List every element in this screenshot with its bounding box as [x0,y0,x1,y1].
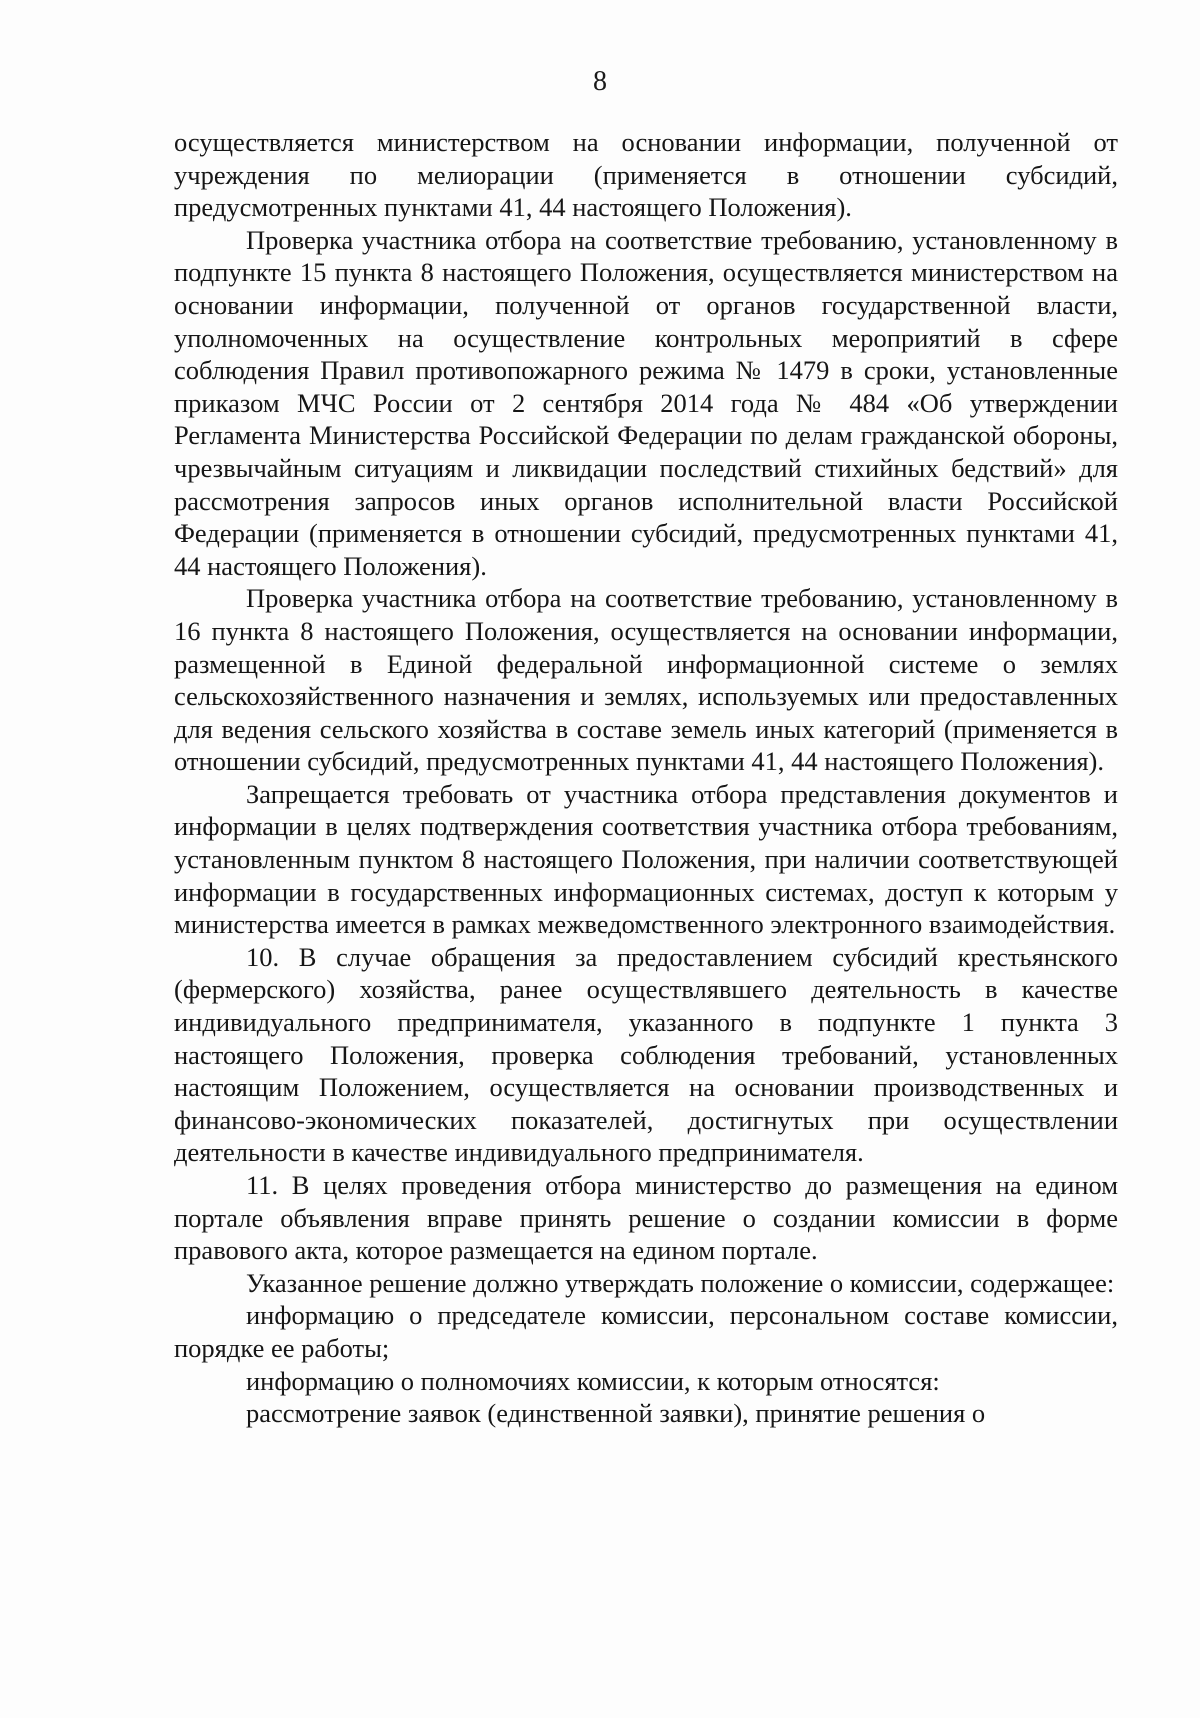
page-number: 8 [593,66,607,97]
paragraph: Запрещается требовать от участника отбора представления документов и информации в целях подтверждения соответствия участника отбора требованиям, установленным пунктом 8 настоящего Положения, при наличии соответствующей информации в государственных информационных системах, доступ к которым у министерства имеется в рамках межведомственного электронного взаимодействия. [174,778,1118,940]
paragraph: Указанное решение должно утверждать положение о комиссии, содержащее: [246,1267,1115,1298]
paragraph: 10. В случае обращения за предоставлением субсидий крестьянского (фермерского) хозяйства, ранее осуществлявшего деятельность в качестве индивидуального предпринимателя, указанного в подпункте 1 пункта 3 настоящего Положения, проверка соблюдения требований, установленных настоящим Положением, осуществляется на основании производственных и финансово-экономических показателей, достигнутых при осуществлении деятельности в качестве индивидуального предпринимателя. [174,941,1118,1168]
paragraph: рассмотрение заявок (единственной заявки), принятие решения о [246,1398,986,1429]
paragraph: информацию о полномочиях комиссии, к которым относятся: [246,1365,940,1396]
paragraph: 11. В целях проведения отбора министерство до размещения на едином портале объявления вправе принять решение о создании комиссии в форме правового акта, которое размещается на едином портале. [174,1170,1118,1266]
paragraph: Проверка участника отбора на соответствие требованию, установленному в подпункте 15 пункта 8 настоящего Положения, осуществляется министерством на основании информации, полученной от органов государственной власти, уполномоченных на осуществление контрольных мероприятий в сфере соблюдения Правил противопожарного режима № 1479 в сроки, установленные приказом МЧС России от 2 сентября 2014 года № 484 «Об утверждении Регламента Министерства Российской Федерации по делам гражданской обороны, чрезвычайным ситуациям и ликвидации последствий стихийных бедствий» для рассмотрения запросов иных органов исполнительной власти Российской Федерации (применяется в отношении субсидий, предусмотренных пунктами 41, 44 настоящего Положения). [174,224,1118,581]
document-body [174,126,1118,1430]
paragraph: осуществляется министерством на основании информации, полученной от учреждения по мелиорации (применяется в отношении субсидий, предусмотренных пунктами 41, 44 настоящего Положения). [174,127,1118,223]
paragraph: информацию о председателе комиссии, персональном составе комиссии, порядке ее работы; [174,1300,1118,1363]
paragraph: Проверка участника отбора на соответствие требованию, установленному в 16 пункта 8 настоящего Положения, осуществляется на основании информации, размещенной в Единой федеральной информационной системе о землях сельскохозяйственного назначения и землях, используемых или предоставленных для ведения сельского хозяйства в составе земель иных категорий (применяется в отношении субсидий, предусмотренных пунктами 41, 44 настоящего Положения). [174,583,1118,777]
